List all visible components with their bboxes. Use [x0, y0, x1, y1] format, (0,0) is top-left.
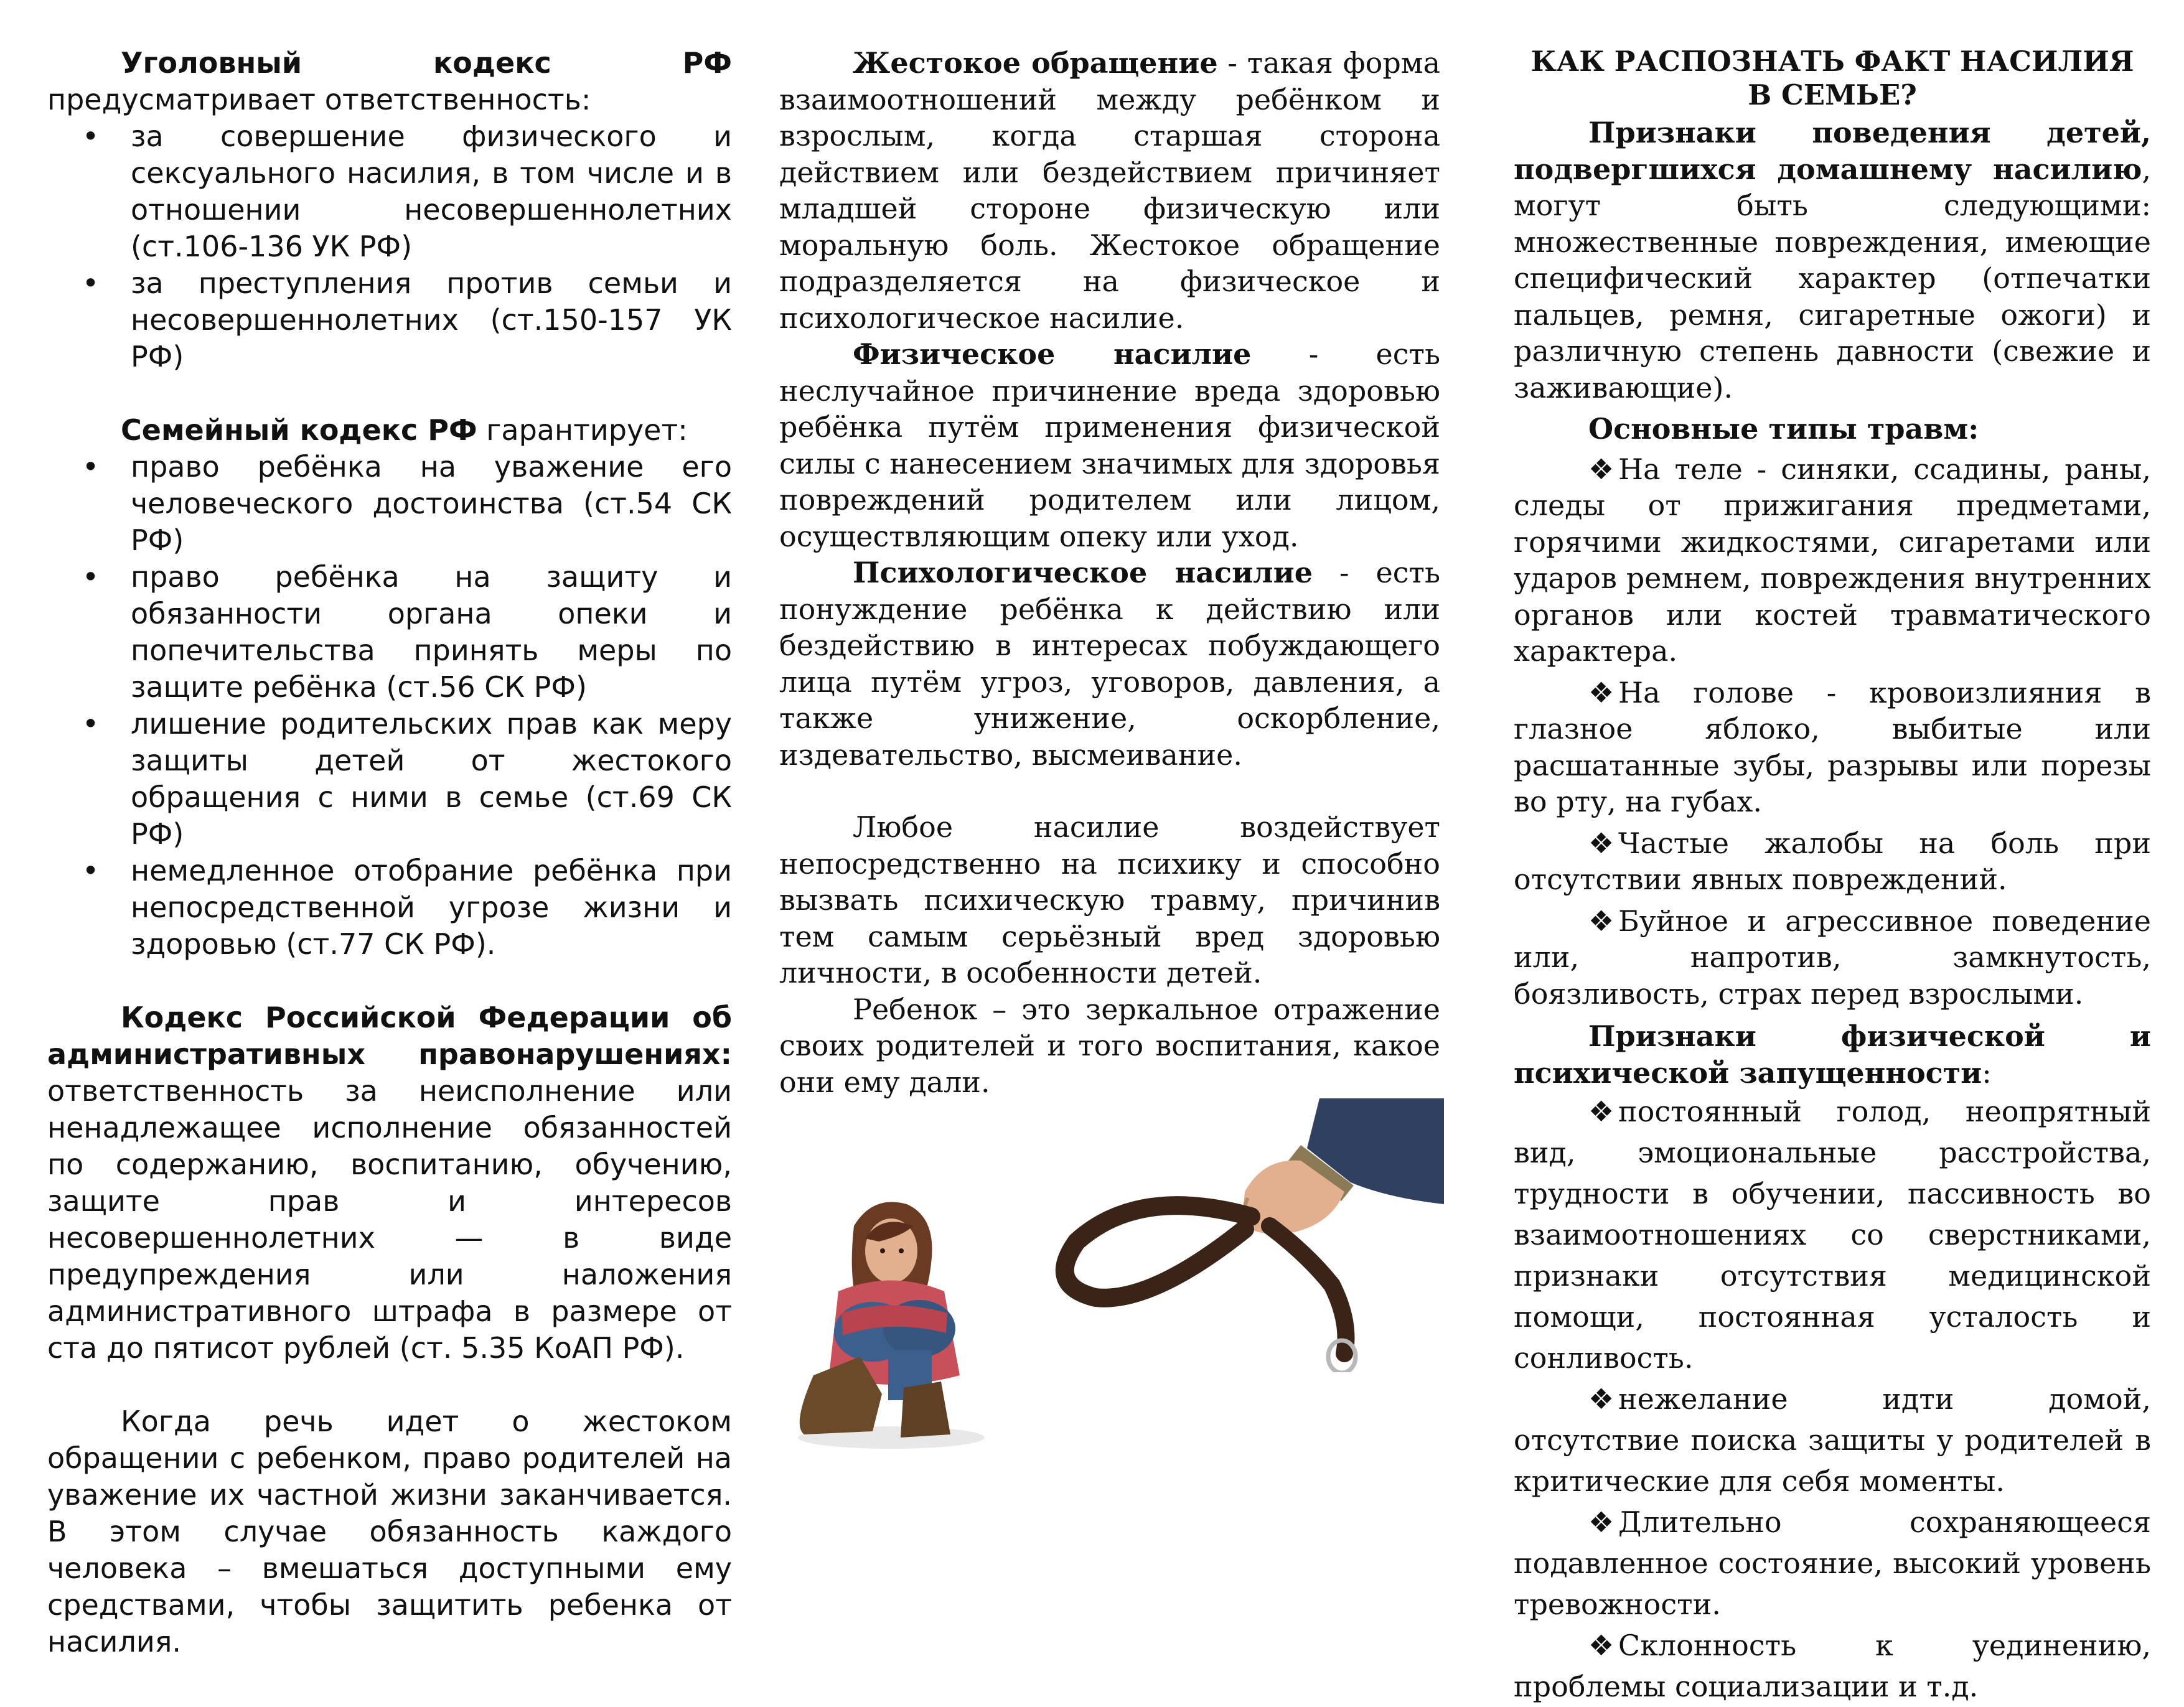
sad-child-illustration [779, 1189, 1003, 1456]
diamond-bullet-icon: ❖ [1588, 1382, 1615, 1416]
uk-list [47, 118, 732, 375]
any-violence-paragraph: Любое насилие воздействует непосредственно на психику и способно вызвать психическую травму, причинив тем самым серьёзный вред здоровью личности, в особенности детей. [779, 810, 1440, 989]
psych-paragraph [779, 554, 1440, 773]
list-item: • за совершение физического и сексуального насилия, в том числе и в отношении несовершеннолетних (ст.106-136 УК РФ) [131, 118, 732, 265]
trauma-heading-text: Основные типы травм: [1588, 412, 1979, 446]
phys-paragraph [779, 336, 1440, 554]
koap-text: ответственность за неисполнение или ненадлежащее исполнение обязанностей по содержанию, воспитанию, обучению, защите прав и интересов несовершеннолетних — в виде предупреждения или наложения административного штрафа в размере от ста до пятисот рублей (ст. 5.35 КоАП РФ). [47, 1074, 732, 1365]
neglect-item-text: нежелание идти домой, отсутствие поиска защиты у родителей в критические для себя моменты. [1514, 1382, 2151, 1498]
neglect-item-text: Склонность к уединению, проблемы социализации и т.д. [1514, 1629, 2151, 1703]
diamond-bullet-icon: ❖ [1588, 826, 1615, 860]
neglect-item [1514, 1091, 2151, 1378]
uk-intro: предусматривает ответственность: [47, 83, 591, 116]
trauma-item [1514, 675, 2151, 820]
neglect-item [1514, 1502, 2151, 1625]
neglect-colon: : [1982, 1055, 1992, 1090]
belt-hand-illustration [1039, 1098, 1444, 1372]
trauma-item-text: Буйное и агрессивное поведение или, напротив, замкнутость, боязливость, страх перед взрослыми. [1514, 904, 2151, 1011]
mirror-paragraph: Ребенок – это зеркальное отражение своих родителей и того воспитания, какое они ему дали. [779, 992, 1440, 1099]
column-definitions [779, 45, 1440, 1100]
section-title [1514, 45, 2151, 112]
trauma-item [1514, 825, 2151, 898]
sad-child-image [779, 1189, 1003, 1456]
neglect-item-text: постоянный голод, неопрятный вид, эмоциональные расстройства, трудности в обучении, пассивность во взаимоотношениях со сверстниками, признаки отсутствия медицинской помощи, постоянная усталость и сонливость. [1514, 1095, 2151, 1375]
cruel-heading: Жестокое обращение [853, 46, 1218, 80]
list-item: • право ребёнка на уважение его человеческого достоинства (ст.54 СК РФ) [131, 449, 732, 559]
neglect-item [1514, 1625, 2151, 1707]
sk-list [47, 449, 732, 963]
koap-paragraph [47, 999, 732, 1367]
sk-paragraph [47, 412, 732, 449]
trauma-item-text: На голове - кровоизлияния в глазное яблоко, выбитые или расшатанные зубы, разрывы или порезы во рту, на губах. [1514, 675, 2151, 818]
signs-heading: Признаки поведения детей, подвергшихся домашнему насилию [1514, 116, 2151, 186]
phys-heading: Физическое насилие [853, 337, 1252, 371]
uk-paragraph [47, 45, 732, 118]
diamond-bullet-icon: ❖ [1588, 1505, 1615, 1539]
trauma-heading [1514, 411, 2151, 447]
trauma-item-text: На теле - синяки, ссадины, раны, следы от прижигания предметами, горячими жидкостями, сигаретами или ударов ремнем, повреждения внутренних органов или костей травматического характера. [1514, 452, 2151, 668]
signs-text: , могут быть следующими: множественные повреждения, имеющие специфический характер (отпечатки пальцев, ремня, сигаретные ожоги) и различную степень давности (свежие и заживающие). [1514, 152, 2151, 405]
cruel-paragraph [779, 45, 1440, 336]
belt-hand-image [1039, 1098, 1444, 1372]
diamond-bullet-icon: ❖ [1588, 452, 1615, 486]
title-line-1: КАК РАСПОЗНАТЬ ФАКТ НАСИЛИЯ [1530, 45, 2134, 78]
list-item: • право ребёнка на защиту и обязанности органа опеки и попечительства принять меры по защите ребёнка (ст.56 СК РФ) [131, 559, 732, 706]
cruel-text: - такая форма взаимоотношений между ребёнком и взрослым, когда старшая сторона действием или бездействием причиняет младшей стороне физическую или моральную боль. Жестокое обращение подразделяется на физическое и психологическое насилие. [779, 46, 1440, 335]
trauma-item [1514, 451, 2151, 670]
list-item: • за преступления против семьи и несовершеннолетних (ст.150-157 УК РФ) [131, 265, 732, 375]
diamond-bullet-icon: ❖ [1588, 1095, 1615, 1128]
psych-heading: Психологическое насилие [853, 556, 1313, 589]
uk-heading: Уголовный кодекс РФ [121, 46, 732, 80]
neglect-item [1514, 1378, 2151, 1502]
column-recognition [1514, 45, 2151, 1707]
closing-paragraph: Когда речь идет о жестоком обращении с ребенком, право родителей на уважение их частной жизни заканчивается. В этом случае обязанность каждого человека – вмешаться доступными ему средствами, чтобы защитить ребенка от насилия. [47, 1405, 732, 1658]
diamond-bullet-icon: ❖ [1588, 675, 1615, 709]
signs-paragraph [1514, 115, 2151, 406]
koap-heading: Кодекс Российской Федерации об административных правонарушениях: [47, 1001, 732, 1071]
psych-text: - есть понуждение ребёнка к действию или бездействию в интересах побуждающего лица путём угроз, уговоров, давления, а также унижение, оскорбление, издевательство, высмеивание. [779, 556, 1440, 772]
list-item: • немедленное отобрание ребёнка при непосредственной угрозе жизни и здоровью (ст.77 СК РФ). [131, 853, 732, 963]
title-line-2: В СЕМЬЕ? [1748, 78, 1917, 111]
neglect-heading-text: Признаки физической и психической запущенности [1514, 1019, 2151, 1090]
trauma-item-text: Частые жалобы на боль при отсутствии явных повреждений. [1514, 826, 2151, 896]
diamond-bullet-icon: ❖ [1588, 904, 1615, 938]
diamond-bullet-icon: ❖ [1588, 1629, 1615, 1662]
sk-heading: Семейный кодекс РФ [121, 413, 477, 447]
column-legal [47, 45, 732, 1660]
neglect-item-text: Длительно сохраняющееся подавленное состояние, высокий уровень тревожности. [1514, 1505, 2151, 1621]
neglect-heading [1514, 1018, 2151, 1091]
sk-intro: гарантирует: [477, 413, 688, 447]
list-item: • лишение родительских прав как меру защиты детей от жестокого обращения с ними в семье (ст.69 СК РФ) [131, 706, 732, 853]
trauma-item [1514, 903, 2151, 1013]
phys-text: - есть неслучайное причинение вреда здоровью ребёнка путём применения физической силы с нанесением значимых для здоровья повреждений родителем или лицом, осуществляющим опеку или уход. [779, 337, 1441, 553]
